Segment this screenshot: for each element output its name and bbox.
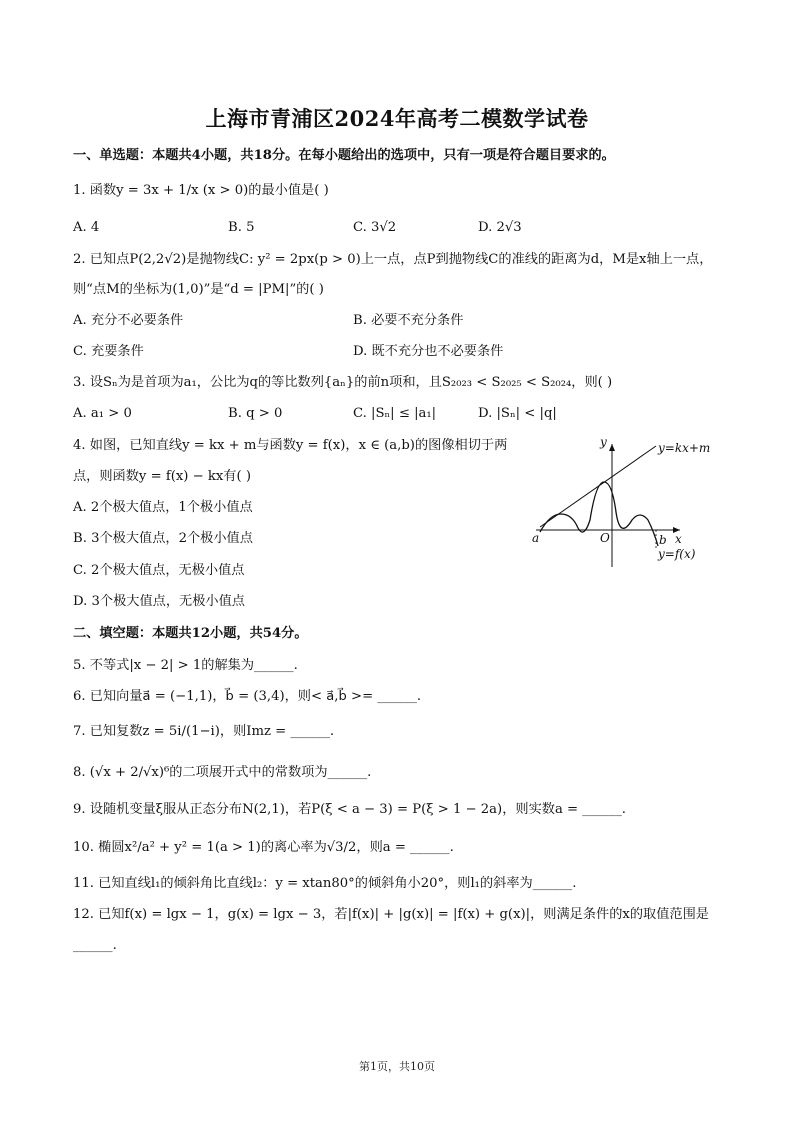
question-12-line1: 12. 已知f(x) = lgx − 1，g(x) = lgx − 3，若|f(x)| + |g(x)| = |f(x) + g(x)|，则满足条件的x的取值范围是 xyxy=(73,907,709,922)
question-9: 9. 设随机变量ξ服从正态分布N(2,1)，若P(ξ < a − 3) = P(ξ > 1 − 2a)，则实数a = ______. xyxy=(73,802,626,817)
q4-option-b: B. 3个极大值点，2个极小值点 xyxy=(73,531,253,546)
y-axis-label: y xyxy=(600,435,607,449)
q2-option-d: D. 既不充分也不必要条件 xyxy=(353,344,504,359)
b-label: b xyxy=(659,533,667,547)
q1-option-c: C. 3√2 xyxy=(353,220,397,235)
q3-option-a: A. a₁ > 0 xyxy=(73,406,132,421)
q2-option-a: A. 充分不必要条件 xyxy=(73,313,184,328)
q4-option-c: C. 2个极大值点，无极小值点 xyxy=(73,563,245,578)
function-curve xyxy=(540,482,658,546)
question-4-stem-line1: 4. 如图，已知直线y = kx + m与函数y = f(x)，x ∈ (a,b)的图像相切于两 xyxy=(73,438,508,453)
question-2-stem-line2: 则“点M的坐标为(1,0)”是“d = |PM|”的( ) xyxy=(73,282,324,297)
a-label: a xyxy=(532,531,540,545)
question-1-stem: 1. 函数y = 3x + 1/x (x > 0)的最小值是( ) xyxy=(73,183,329,198)
q1-option-d: D. 2√3 xyxy=(478,220,522,235)
q3-option-b: B. q > 0 xyxy=(228,406,283,421)
section-1-heading: 一、单选题：本题共4小题，共18分。在每小题给出的选项中，只有一项是符合题目要求的。 xyxy=(73,148,615,163)
page-title: 上海市青浦区2024年高考二模数学试卷 xyxy=(205,106,589,131)
q4-option-d: D. 3个极大值点，无极小值点 xyxy=(73,594,245,609)
q2-option-b: B. 必要不充分条件 xyxy=(353,313,464,328)
question-10: 10. 椭圆x²/a² + y² = 1(a > 1)的离心率为√3/2，则a = ______. xyxy=(73,840,454,855)
section-2-heading: 二、填空题：本题共12小题，共54分。 xyxy=(73,626,308,641)
q2-option-c: C. 充要条件 xyxy=(73,344,144,359)
question-3-stem: 3. 设Sₙ为是首项为a₁，公比为q的等比数列{aₙ}的前n项和，且S₂₀₂₃ < S₂₀₂₅ < S₂₀₂₄，则( ) xyxy=(73,375,613,390)
line-label: y=kx+m xyxy=(658,441,711,455)
q4-option-a: A. 2个极大值点，1个极小值点 xyxy=(73,500,253,515)
question-12-line2: ______. xyxy=(73,938,117,953)
q1-option-a: A. 4 xyxy=(73,220,100,235)
question-11: 11. 已知直线l₁的倾斜角比直线l₂：y = xtan80°的倾斜角小20°，则l₁的斜率为______. xyxy=(73,876,577,891)
origin-label: O xyxy=(600,531,610,545)
question-6: 6. 已知向量a⃗ = (−1,1)，b⃗ = (3,4)，则< a⃗,b⃗ >= ______. xyxy=(73,689,422,704)
question-4-stem-line2: 点，则函数y = f(x) − kx有( ) xyxy=(73,469,251,484)
q3-option-d: D. |Sₙ| < |q| xyxy=(478,406,557,421)
question-7: 7. 已知复数z = 5i/(1−i)，则Imz = ______. xyxy=(73,724,335,739)
question-8: 8. (√x + 2/√x)⁶的二项展开式中的常数项为______. xyxy=(73,765,372,780)
page-footer: 第1页，共10页 xyxy=(359,1060,435,1073)
tangent-line-figure xyxy=(528,432,728,572)
question-5: 5. 不等式|x − 2| > 1的解集为______. xyxy=(73,658,298,673)
q3-option-c: C. |Sₙ| ≤ |a₁| xyxy=(353,406,437,421)
q1-option-b: B. 5 xyxy=(228,220,255,235)
x-axis-label: x xyxy=(675,532,682,546)
curve-label: y=f(x) xyxy=(658,547,696,561)
y-axis-arrow xyxy=(609,444,615,451)
question-2-stem-line1: 2. 已知点P(2,2√2)是抛物线C: y² = 2px(p > 0)上一点，点P到抛物线C的准线的距离为d，M是x轴上一点， xyxy=(73,252,713,267)
